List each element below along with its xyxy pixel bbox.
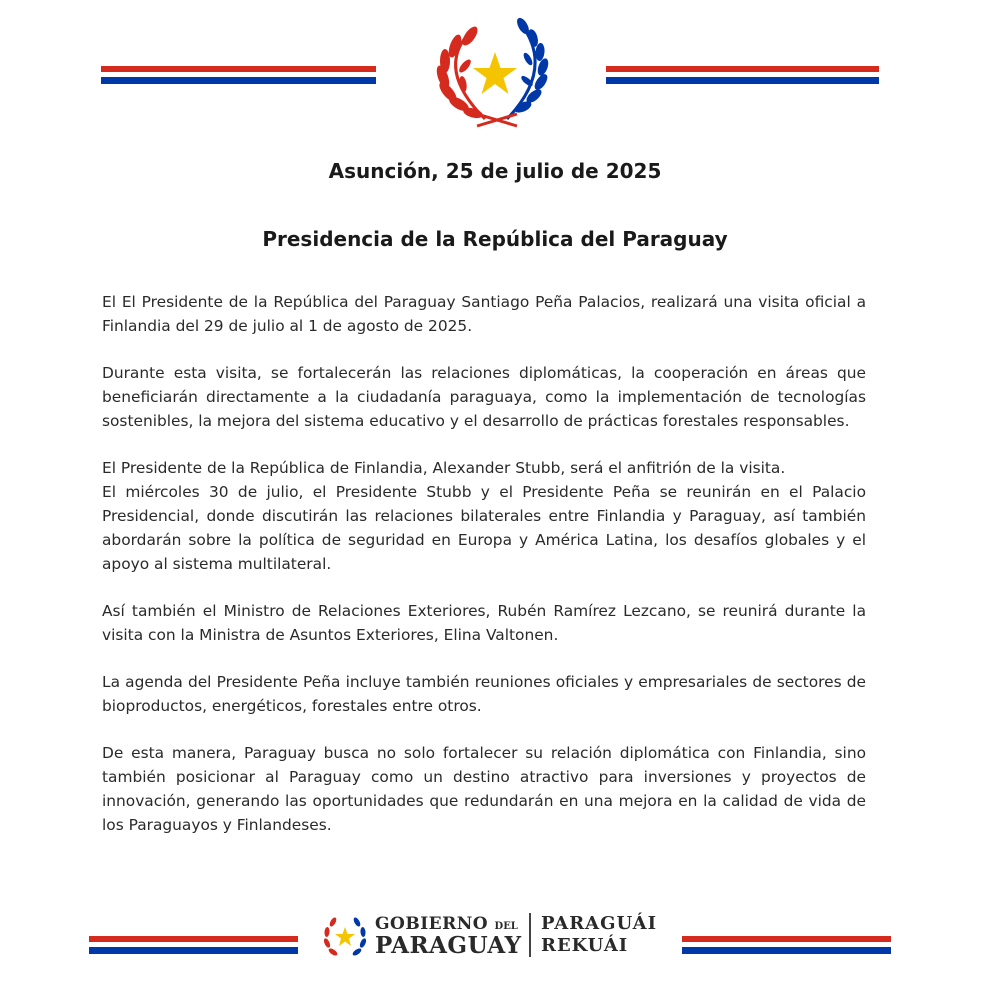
- paragraph-3: [102, 456, 866, 576]
- gobierno-logo: [320, 910, 660, 962]
- flag-stripe-bottom-left: [89, 936, 298, 958]
- paragraph-7: De esta manera, Paraguay busca no solo fortalecer su relación diplomática con Finlandia, sino también posicionar al Paraguay como un destino atractivo para inversiones y proyectos de innovación, generando las oportunidades que redundarán en una mejora en la calidad de vida de los Paraguayos y Finlandeses.: [102, 744, 866, 834]
- flag-stripe-top-left: [101, 66, 376, 88]
- paragraph-6: La agenda del Presidente Peña incluye también reuniones oficiales y empresariales de sectores de bioproductos, energéticos, forestales entre otros.: [102, 673, 866, 715]
- footer-divider: [529, 913, 531, 957]
- paragraph-2: Durante esta visita, se fortalecerán las relaciones diplomáticas, la cooperación en áreas que beneficiarán directamente a la ciudadanía paraguaya, como la implementación de tecnologías sostenibles, la mejora del sistema educativo y el desarrollo de prácticas forestales responsables.: [102, 364, 866, 430]
- del-word: DEL: [494, 921, 518, 932]
- paragraph-3-line-2: El miércoles 30 de julio, el Presidente Stubb y el Presidente Peña se reunirán en el Palacio Presidencial, donde discutirán las relaciones bilaterales entre Finlandia y Paraguay, así también abordarán sobre la política de seguridad en Europa y América Latina, los desafíos globales y el apoyo al sistema multilateral.: [102, 483, 866, 573]
- title-heading: Presidencia de la República del Paraguay: [262, 227, 728, 251]
- rekuai-word: REKUÁI: [541, 935, 629, 956]
- flag-stripe-top-right: [606, 66, 879, 88]
- paragraph-5: Así también el Ministro de Relaciones Exteriores, Rubén Ramírez Lezcano, se reunirá durante la visita con la Ministra de Asuntos Exteriores, Elina Valtonen.: [102, 602, 866, 644]
- date-heading: Asunción, 25 de julio de 2025: [328, 159, 662, 183]
- flag-stripe-bottom-right: [682, 936, 891, 958]
- paraguay-word: PARAGUAY: [375, 932, 522, 959]
- body-text: [102, 290, 866, 860]
- gobierno-word: GOBIERNO: [375, 914, 489, 934]
- gobierno-text: [375, 914, 518, 934]
- small-laurel-star-icon: [320, 912, 370, 960]
- paragraph-1: El El Presidente de la República del Paraguay Santiago Peña Palacios, realizará una visita oficial a Finlandia del 29 de julio al 1 de agosto de 2025.: [102, 293, 866, 335]
- paraguai-word: PARAGUÁI: [541, 913, 658, 934]
- laurel-star-emblem: [425, 14, 565, 134]
- paragraph-3-line-1: El Presidente de la República de Finlandia, Alexander Stubb, será el anfitrión de la visita.: [102, 459, 786, 477]
